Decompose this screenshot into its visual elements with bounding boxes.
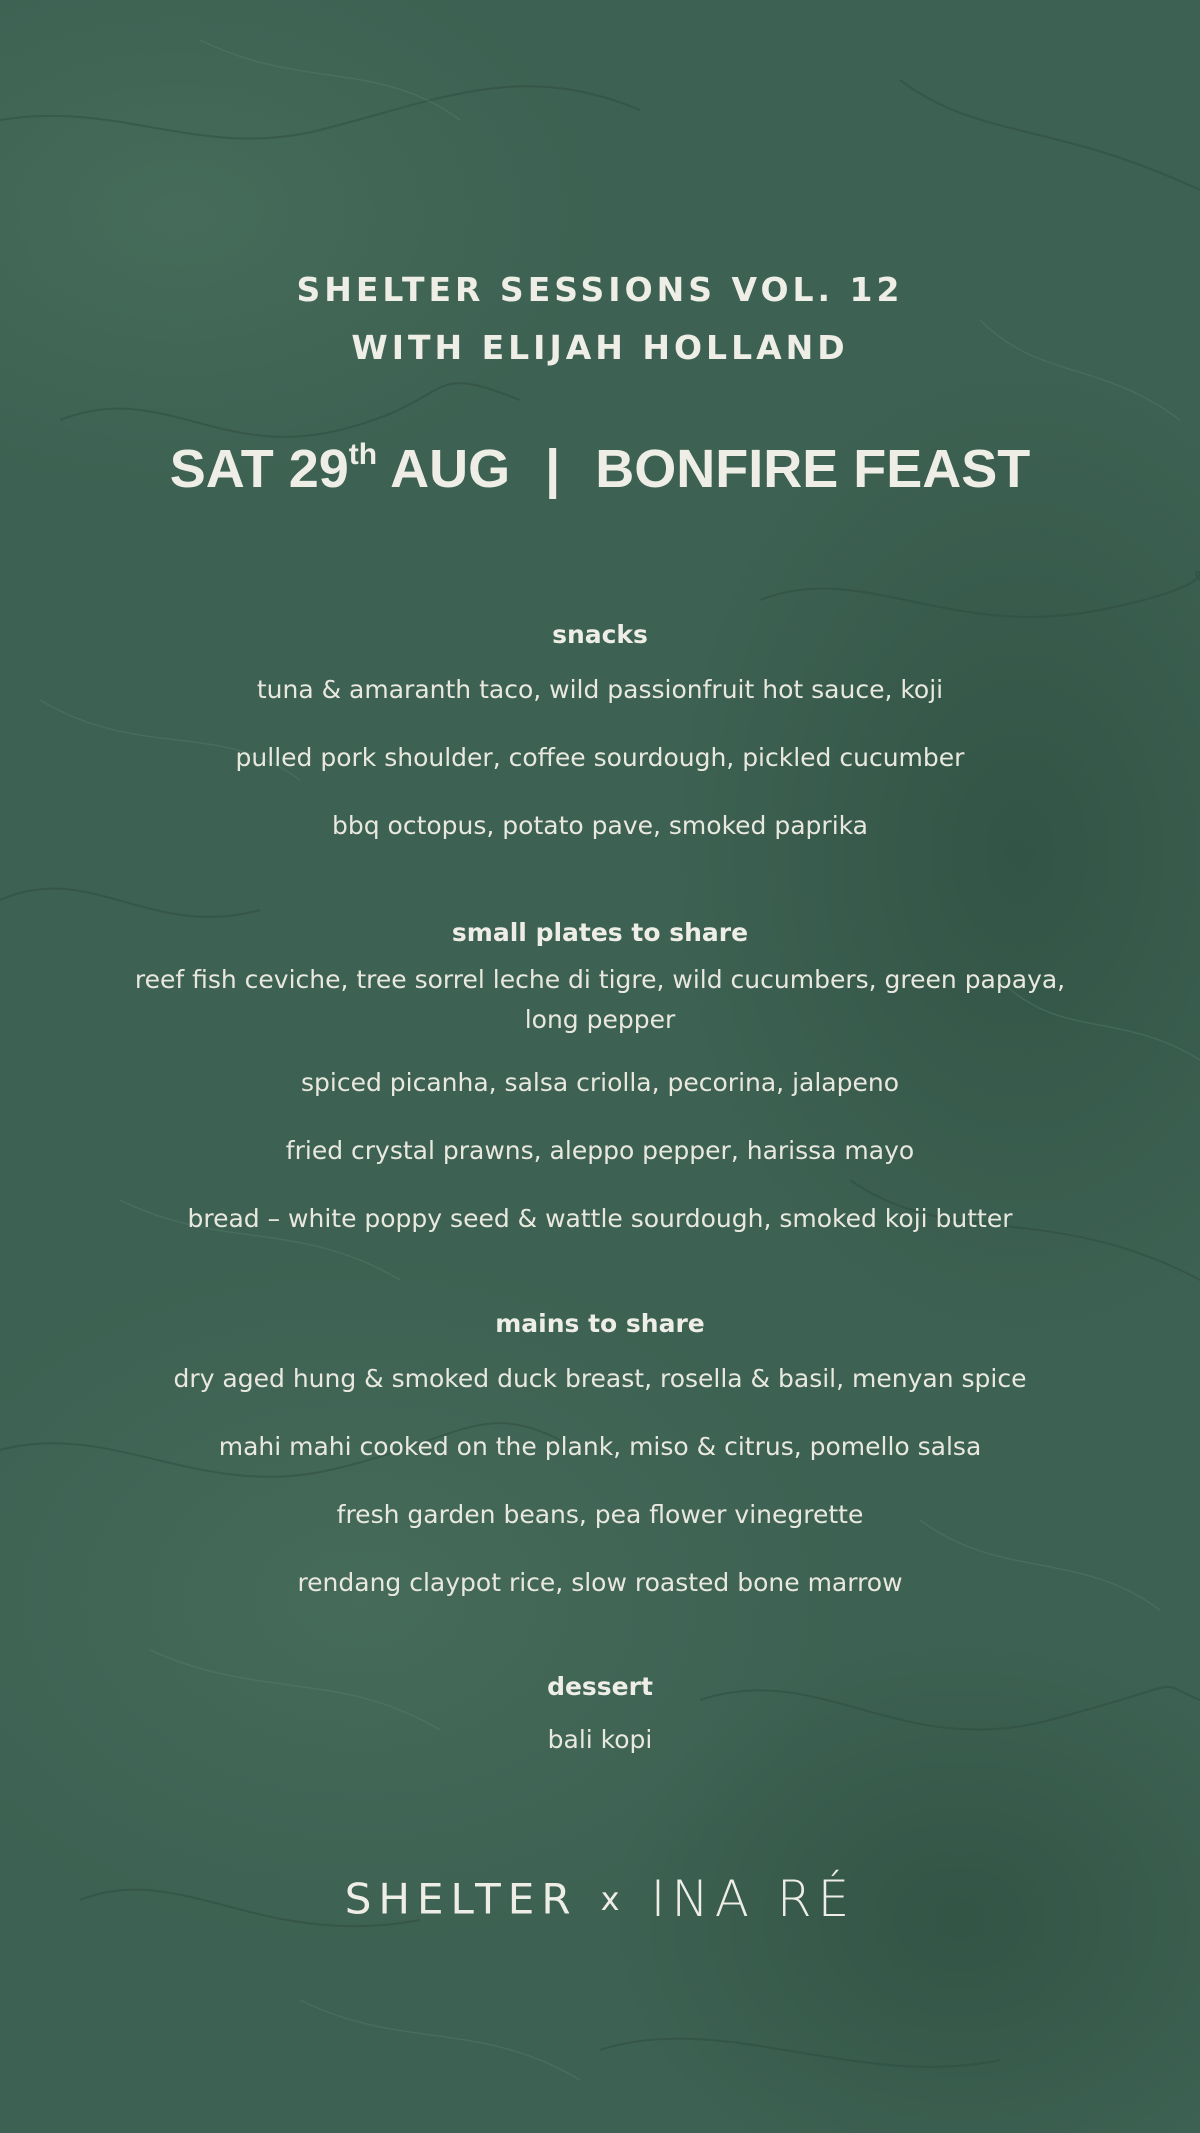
- menu-item: mahi mahi cooked on the plank, miso & citrus, pomello salsa: [218, 1432, 982, 1461]
- event-day: SAT 29: [169, 439, 349, 499]
- event-name: BONFIRE FEAST: [595, 439, 1031, 499]
- event-line: [0, 438, 1200, 500]
- section-heading-small-plates: small plates to share: [451, 918, 749, 947]
- brand-ina-re-logo: INA RÉ: [650, 1870, 856, 1928]
- menu-item: fresh garden beans, pea flower vinegrette: [336, 1500, 864, 1529]
- menu-item: bbq octopus, potato pave, smoked paprika: [331, 811, 868, 840]
- menu-item: dry aged hung & smoked duck breast, rosella & basil, menyan spice: [173, 1364, 1027, 1393]
- session-title-line-2: WITH ELIJAH HOLLAND: [351, 328, 849, 367]
- menu-item: spiced picanha, salsa criolla, pecorina, jalapeno: [300, 1068, 899, 1097]
- event-separator: |: [545, 439, 561, 499]
- menu-item: bali kopi: [547, 1725, 653, 1754]
- event-day-suffix: th: [348, 438, 378, 471]
- section-heading-snacks: snacks: [552, 620, 648, 649]
- section-heading-mains: mains to share: [495, 1309, 705, 1338]
- menu-item: bread – white poppy seed & wattle sourdough, smoked koji butter: [187, 1204, 1013, 1233]
- menu-item: fried crystal prawns, aleppo pepper, harissa mayo: [285, 1136, 915, 1165]
- menu-item: rendang claypot rice, slow roasted bone marrow: [297, 1568, 903, 1597]
- menu-item: reef fish ceviche, tree sorrel leche di tigre, wild cucumbers, green papaya, long pepper: [134, 965, 1066, 1034]
- event-month: AUG: [390, 439, 511, 499]
- brand-footer: [0, 1870, 1200, 1928]
- section-heading-dessert: dessert: [547, 1672, 653, 1701]
- brand-shelter-logo: SHELTER: [344, 1874, 578, 1924]
- menu-item: pulled pork shoulder, coffee sourdough, pickled cucumber: [235, 743, 965, 772]
- collab-symbol: x: [600, 1880, 620, 1918]
- menu-item: tuna & amaranth taco, wild passionfruit hot sauce, koji: [256, 675, 944, 704]
- session-title-line-1: SHELTER SESSIONS VOL. 12: [296, 270, 904, 309]
